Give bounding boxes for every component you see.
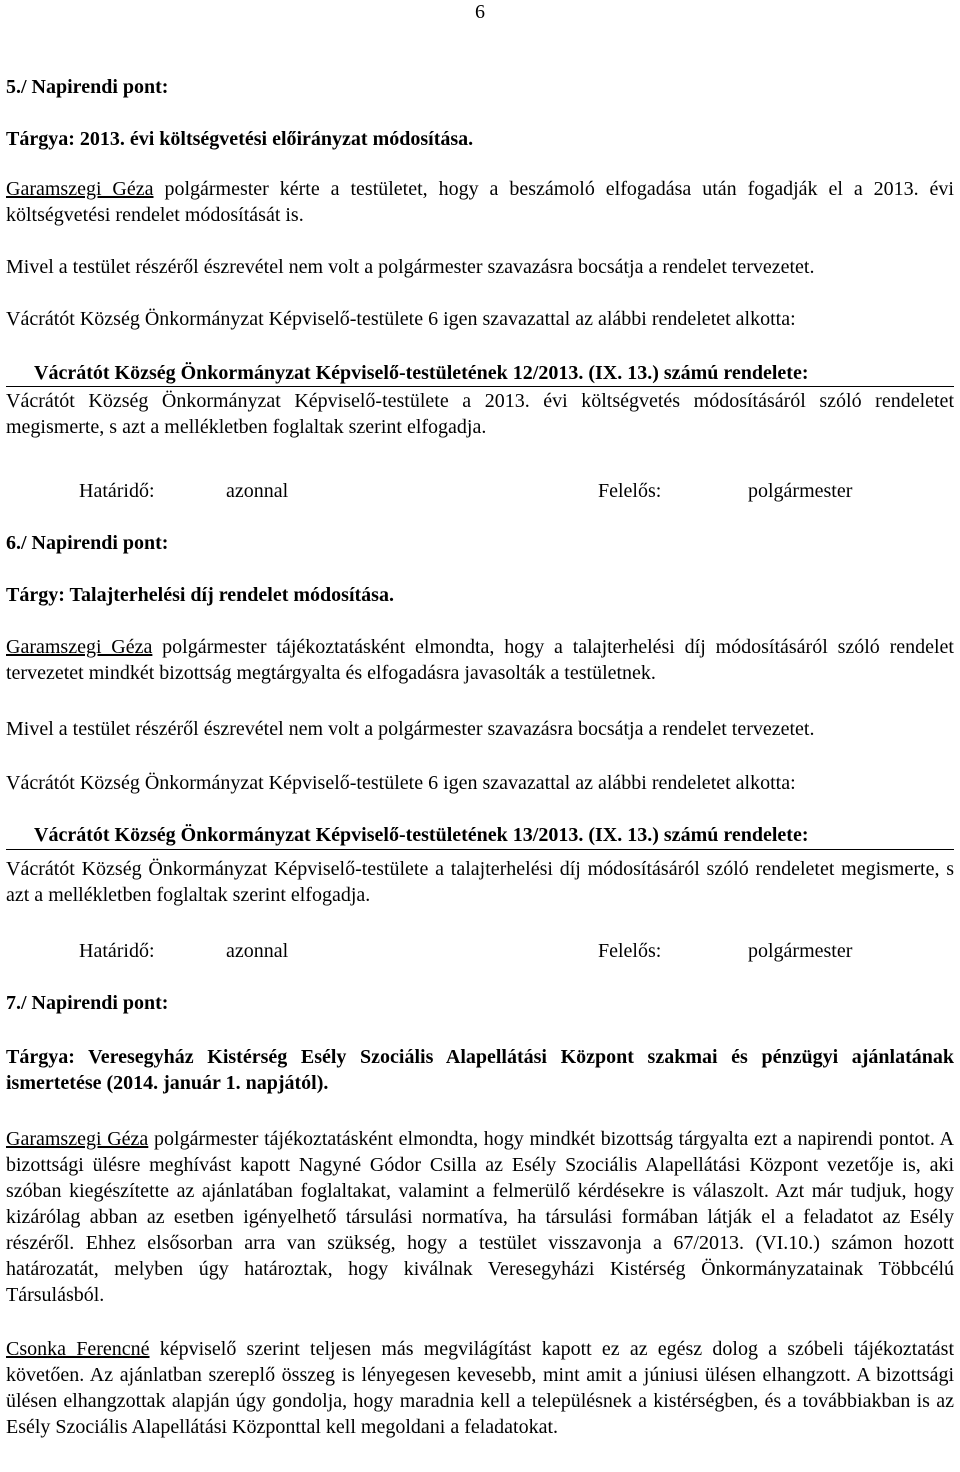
- item6-deadline-label: Határidő:: [79, 940, 155, 962]
- item7-paragraph-1-text: polgármester tájékoztatásként elmondta, hogy mindkét bizottság tárgyalta ezt a napirendi pontot. A bizottsági ülésre meghívást kapott Nagyné Gódor Csilla az Esély Szociális Alapellátási Központ vezetője is, aki szóban kiegészítette az ajánlatában foglaltakat, valamint a felmerülő kérdésekre is válaszolt. Azt már tudjuk, hogy kizárólag abban az esetben igényelhető társulási normatíva, ha társulási formában látják el a feladatot az Esély részéről. Ehhez elsősorban arra van szükség, hogy a testület visszavonja a 67/2013. (VI.10.) számon hozott határozatát, melyben úgy határoztak, hogy kiválnak Veresegyházi Kistérség Önkormányzatainak Többcélú Társulásból.: [6, 1128, 954, 1306]
- item5-decree-text: Vácrátót Község Önkormányzat Képviselő-testülete a 2013. évi költségvetés módosításáról szóló rendeletet megismerte, s azt a mellékletben foglaltak szerint elfogadja.: [6, 390, 954, 438]
- item6-decree-rule: [6, 849, 954, 850]
- speaker-name: Garamszegi Géza: [6, 636, 153, 658]
- item5-paragraph-3: Vácrátót Község Önkormányzat Képviselő-testülete 6 igen szavazattal az alábbi rendeletet alkotta:: [6, 308, 796, 330]
- item6-responsible-label: Felelős:: [598, 940, 662, 962]
- item6-paragraph-2: Mivel a testület részéről észrevétel nem volt a polgármester szavazásra bocsátja a rendelet tervezetet.: [6, 718, 815, 740]
- item6-decree-text: Vácrátót Község Önkormányzat Képviselő-testülete a talajterhelési díj módosításáról szóló rendeletet megismerte, s azt a mellékletben foglaltak szerint elfogadja.: [6, 858, 954, 906]
- item7-subject: Tárgya: Veresegyház Kistérség Esély Szociális Alapellátási Központ szakmai és pénzügyi ajánlatának ismertetése (2014. január 1. napjától).: [6, 1046, 954, 1094]
- speaker-name: Csonka Ferencné: [6, 1338, 150, 1360]
- page-number: 6: [475, 1, 485, 23]
- item6-paragraph-1-text: polgármester tájékoztatásként elmondta, hogy a talajterhelési díj módosításáról szóló rendelet tervezetet mindkét bizottság megtárgyalta és elfogadásra javasolták a testületnek.: [6, 636, 954, 684]
- speaker-name: Garamszegi Géza: [6, 1128, 149, 1150]
- item5-paragraph-2: Mivel a testület részéről észrevétel nem volt a polgármester szavazásra bocsátja a rendelet tervezetet.: [6, 256, 815, 278]
- item5-decree-rule: [6, 386, 954, 387]
- item6-subject: Tárgy: Talajterhelési díj rendelet módosítása.: [6, 584, 394, 606]
- item5-deadline-value: azonnal: [226, 480, 289, 502]
- item5-paragraph-1-text: polgármester kérte a testületet, hogy a beszámoló elfogadása után fogadják el a 2013. évi költségvetési rendelet módosítását is.: [6, 178, 954, 226]
- item7-paragraph-2: [6, 1336, 954, 1440]
- speaker-name: Garamszegi Géza: [6, 178, 154, 200]
- item5-heading: 5./ Napirendi pont:: [6, 76, 169, 98]
- item6-paragraph-1: [6, 634, 954, 686]
- item7-heading: 7./ Napirendi pont:: [6, 992, 169, 1014]
- item6-responsible-value: polgármester: [748, 940, 853, 962]
- item6-deadline-value: azonnal: [226, 940, 289, 962]
- item5-responsible-label: Felelős:: [598, 480, 662, 502]
- item5-decree-title: Vácrátót Község Önkormányzat Képviselő-testületének 12/2013. (IX. 13.) számú rendelete:: [34, 362, 809, 384]
- item5-deadline-label: Határidő:: [79, 480, 155, 502]
- item6-heading: 6./ Napirendi pont:: [6, 532, 169, 554]
- item5-subject: Tárgya: 2013. évi költségvetési előirányzat módosítása.: [6, 128, 474, 150]
- item5-responsible-value: polgármester: [748, 480, 853, 502]
- item5-paragraph-1: [6, 176, 954, 228]
- item7-paragraph-1: [6, 1126, 954, 1308]
- item6-decree-title: Vácrátót Község Önkormányzat Képviselő-testületének 13/2013. (IX. 13.) számú rendelete:: [34, 824, 809, 846]
- item6-paragraph-3: Vácrátót Község Önkormányzat Képviselő-testülete 6 igen szavazattal az alábbi rendeletet alkotta:: [6, 772, 796, 794]
- item7-paragraph-2-text: képviselő szerint teljesen más megvilágítást kapott ez az egész dolog a szóbeli tájékoztatást követően. Az ajánlatban szereplő összeg is lényegesen kevesebb, mint amit a júniusi ülésen elhangzott. A bizottsági ülésen elhangzottak alapján úgy gondolja, hogy maradnia kell a településnek a kistérségben, és a továbbiakban is az Esély Szociális Alapellátási Központtal kell megoldani a feladatokat.: [6, 1338, 955, 1438]
